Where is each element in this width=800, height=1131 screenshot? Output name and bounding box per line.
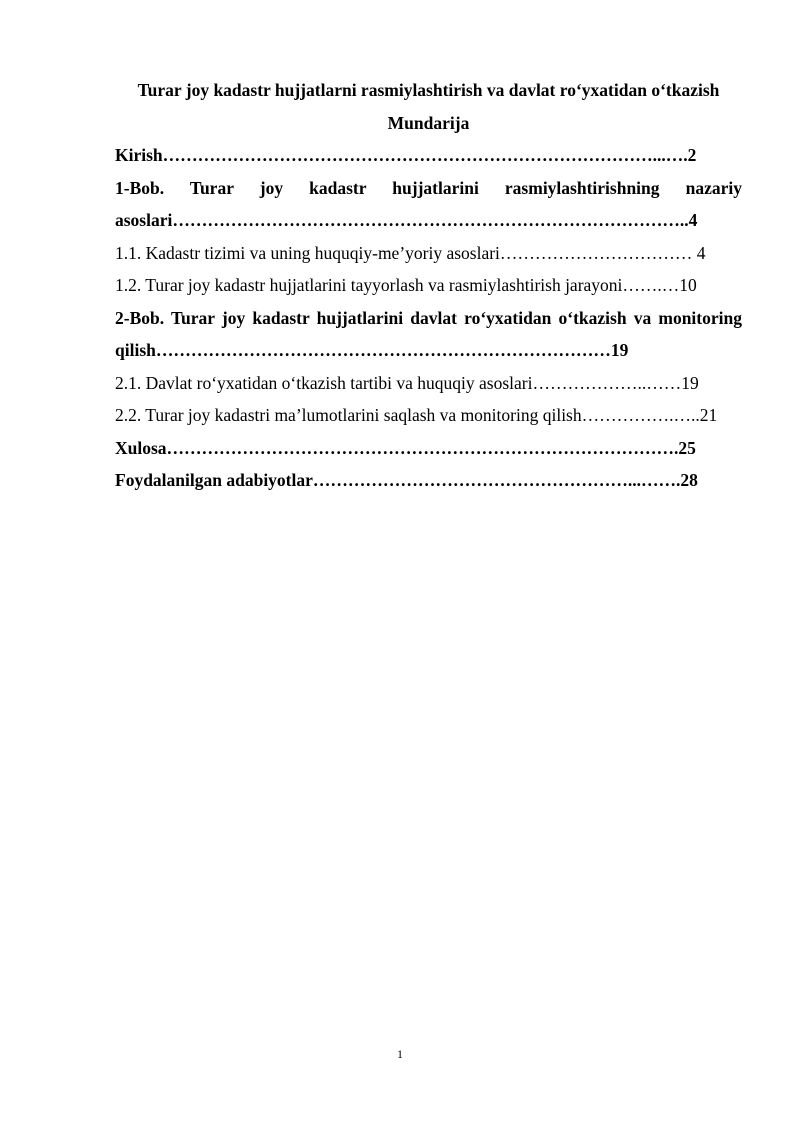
- toc-entry-section-2-1: 2.1. Davlat ro‘yxatidan o‘tkazish tartibi va huquqiy asoslari………………..……19: [115, 372, 699, 393]
- page-number: 1: [397, 1047, 403, 1061]
- toc-entry-kirish: Kirish…………………………………………………………………………...….2: [115, 145, 697, 165]
- toc-entry-section-2-2: 2.2. Turar joy kadastri ma’lumotlarini saqlash va monitoring qilish…………….…..21: [115, 405, 718, 425]
- toc-entry-adabiyotlar: Foydalanilgan adabiyotlar………………………………………………...…….28: [115, 470, 698, 490]
- toc-entry-section-1-2: 1.2. Turar joy kadastr hujjatlarini tayyorlash va rasmiylashtirish jarayoni…….…10: [115, 275, 697, 295]
- toc-entry-chapter-1: 1-Bob. Turar joy kadastr hujjatlarini rasmiylashtirishning nazariy asoslari……………………………………………………………………………..4: [115, 177, 742, 230]
- toc-entry-section-1-1: 1.1. Kadastr tizimi va uning huquqiy-me’yoriy asoslari…………………………… 4: [115, 242, 706, 263]
- toc-entry-chapter-2: 2-Bob. Turar joy kadastr hujjatlarini davlat ro‘yxatidan o‘tkazish va monitoring qilish……………………………………………………………………19: [115, 307, 742, 360]
- toc-entry-xulosa: Xulosa…………………………………………………………………………….25: [115, 437, 696, 458]
- document-title: Turar joy kadastr hujjatlarni rasmiylashtirish va davlat ro‘yxatidan o‘tkazish: [137, 80, 720, 100]
- toc-heading: Mundarija: [387, 112, 470, 133]
- page-content: [115, 74, 742, 497]
